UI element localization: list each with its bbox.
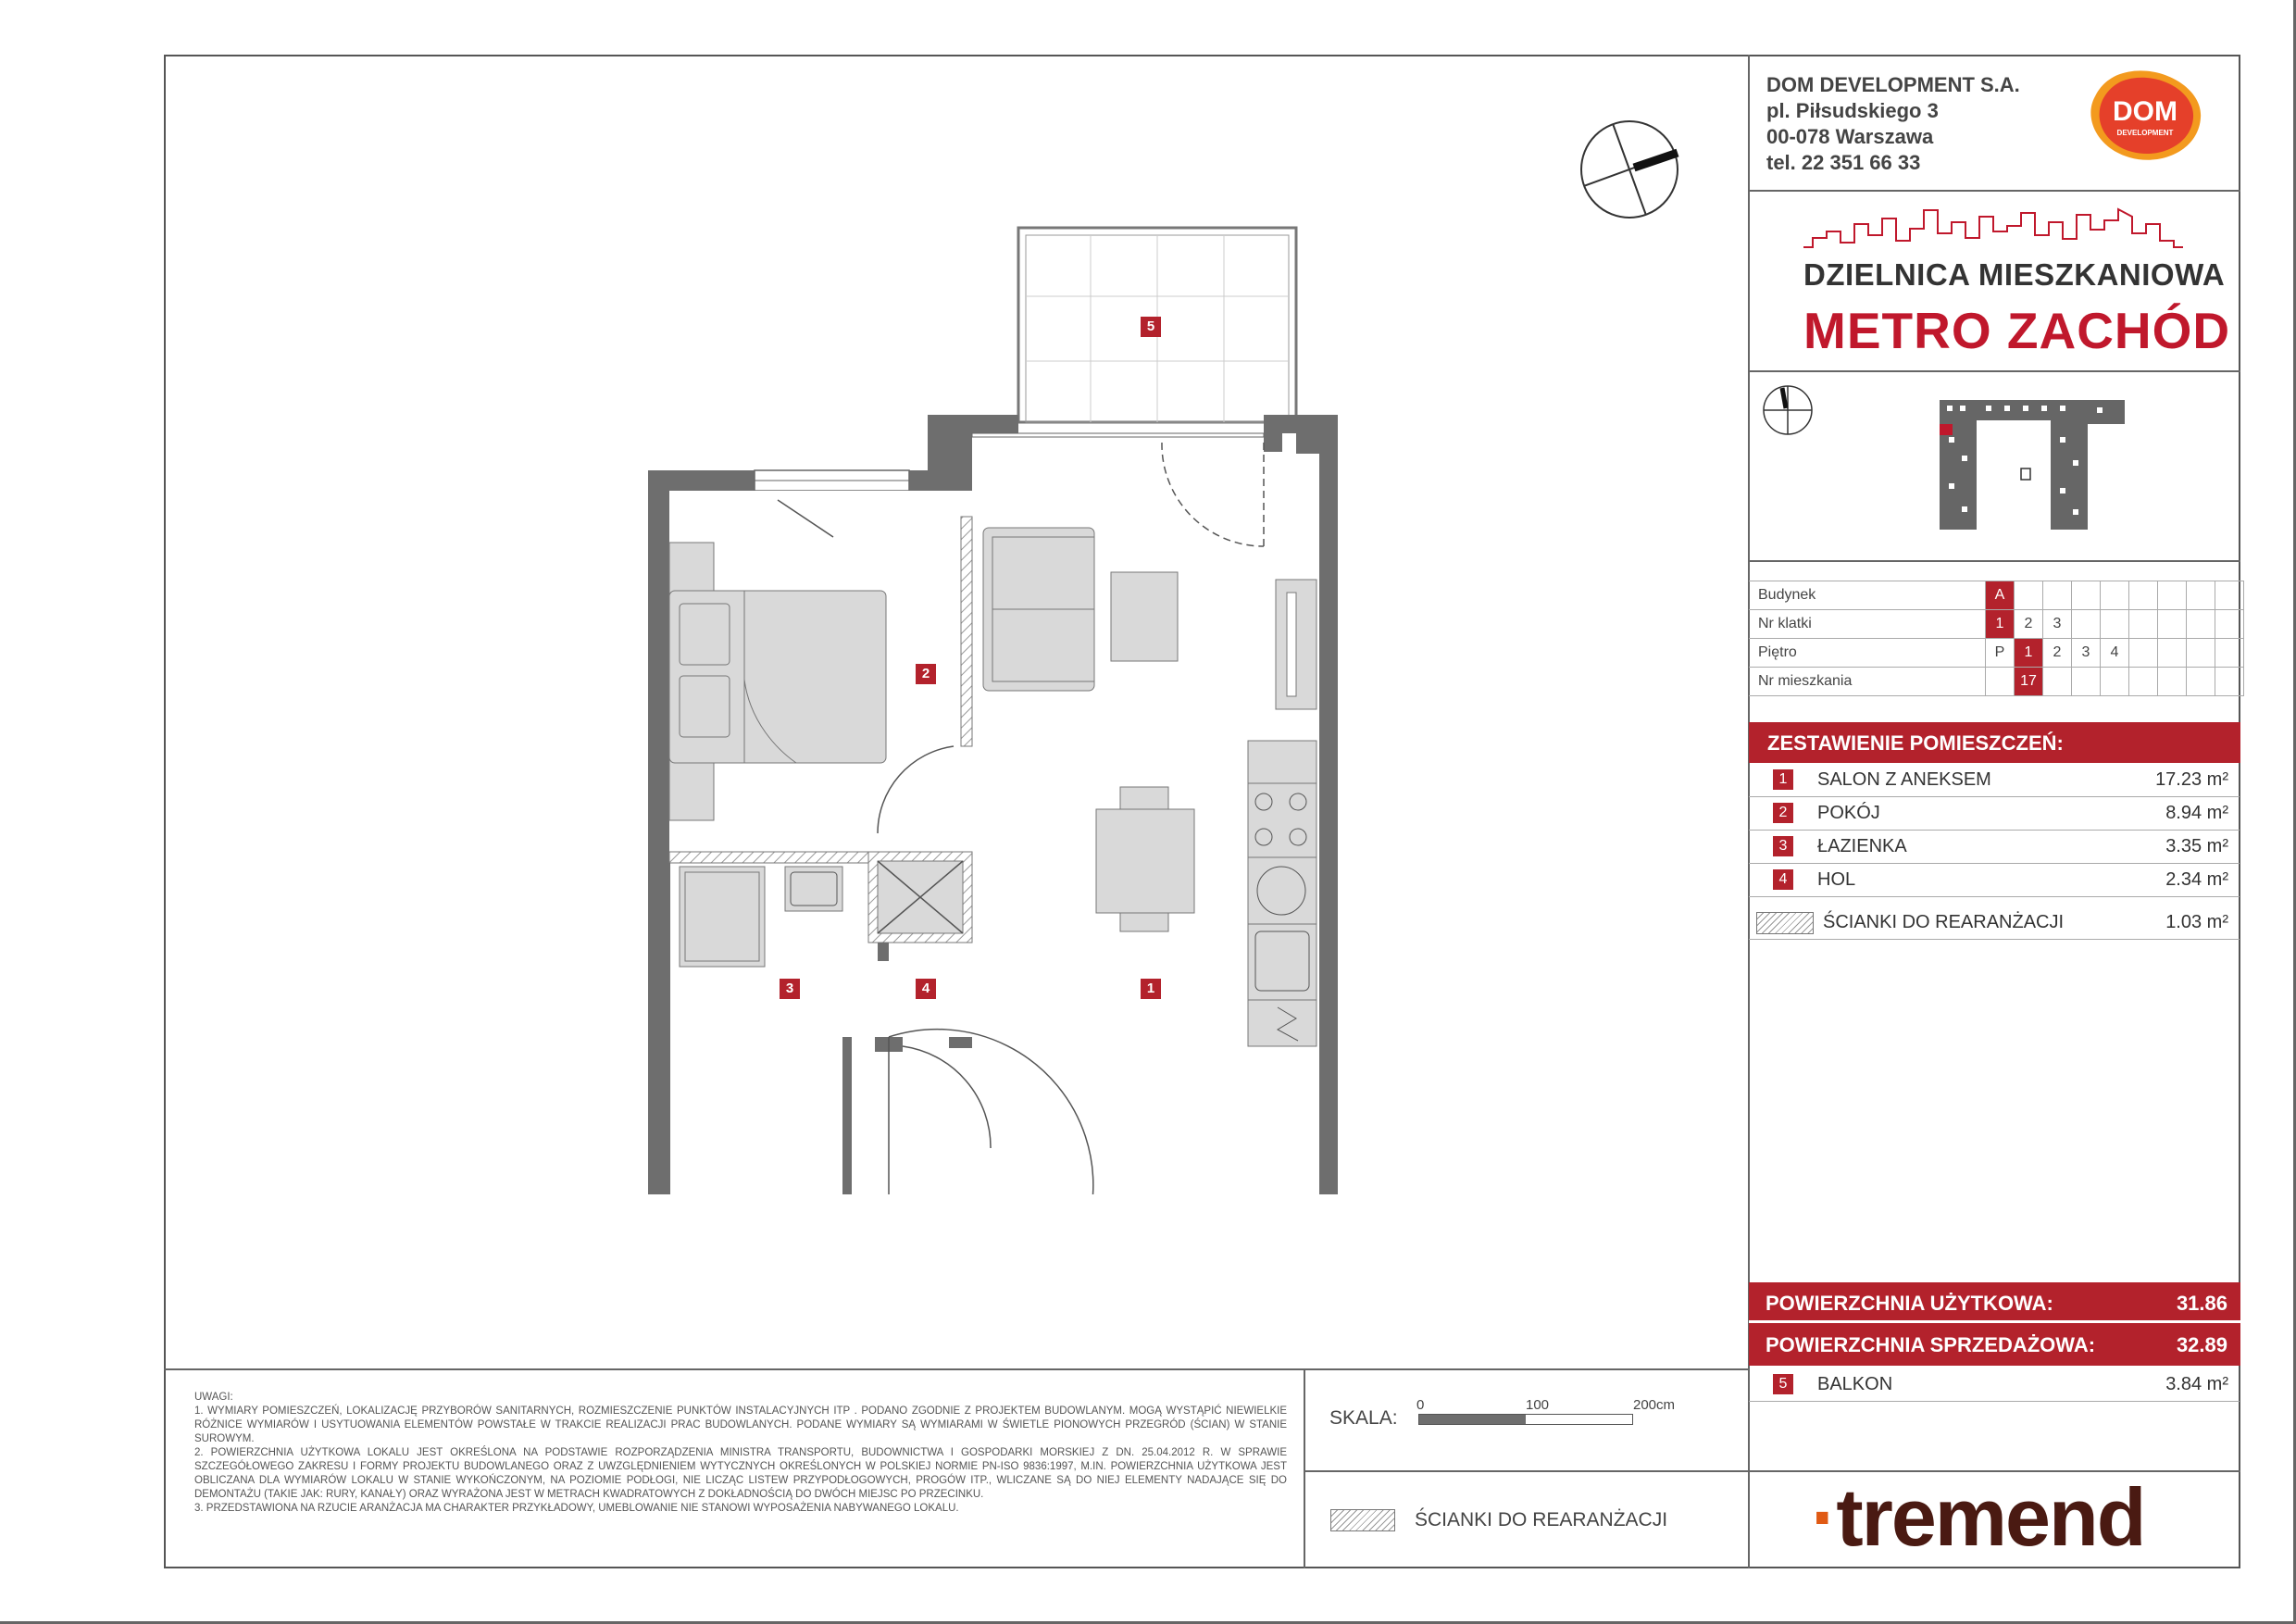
sofa — [983, 528, 1094, 691]
info-cell — [2072, 610, 2101, 639]
scale-tick-100: 100 — [1526, 1397, 1550, 1413]
company-phone: tel. 22 351 66 33 — [1766, 151, 1921, 174]
note-3: 3. PRZEDSTAWIONA NA RZUCIE ARANŻACJA MA CHARAKTER PRZYKŁADOWY, UMEBLOWANIE NIE STANOWI WYPOSAŻENIA NABYWANEGO LOKALU. — [194, 1503, 959, 1514]
room-area: 8.94 m² — [2165, 803, 2228, 823]
contractor-logo — [1811, 1470, 2145, 1565]
room-area: 2.34 m² — [2165, 869, 2228, 890]
plan-marker-4: 4 — [916, 979, 936, 999]
sale-area-bar — [1749, 1323, 2240, 1366]
info-cell — [2158, 668, 2187, 696]
info-cell — [2072, 581, 2101, 610]
notes — [194, 1391, 1287, 1516]
building-info-table — [1749, 581, 2244, 696]
room-num: 2 — [1773, 803, 1793, 823]
keyplan-map — [1940, 400, 2143, 530]
sidebar-sep — [1748, 560, 2240, 562]
room-area: 17.23 m² — [2155, 769, 2228, 790]
info-cell — [2215, 668, 2244, 696]
plan-marker-1: 1 — [1141, 979, 1161, 999]
info-cell — [1986, 668, 2015, 696]
sidebar-sep — [1748, 370, 2240, 372]
info-cell — [2215, 610, 2244, 639]
rooms-header-text: ZESTAWIENIE POMIESZCZEŃ: — [1767, 731, 2064, 755]
room-row — [1749, 763, 2240, 797]
info-cell: 3 — [2072, 639, 2101, 668]
note-2: 2. POWIERZCHNIA UŻYTKOWA LOKALU JEST OKREŚLONA NA PODSTAWIE ROZPORZĄDZENIA MINISTRA TRANSPORTU, BUDOWNICTWA I GOSPODARKI MORSKIEJ Z DN. 25.04.2012 R. W SPRAWIE SZCZEGÓŁOWEGO ZAKRESU I FORMY PROJEKTU BUDOWLANEGO ORAZ Z UWZGLĘDNIENIEM WYTYCZNYCH OKREŚLONYCH W POLSKIEJ NORMIE PN-ISO 9836:1997, M.IN. POWIERZCHNIA UŻYTKOWA JEST OBLICZANA DLA WYMIARÓW LOKALU W STANIE WYKOŃCZONYM, NA POZIOMIE PODŁOGI, NIE LICZĄC LISTEW PRZYPODŁOGOWYCH, PROGÓW ITP., WLICZANE SĄ DO NIEJ ELEMENTY NADAJĄCE SIĘ DO DEMONTAŻU (TAKIE JAK: RURY, KANAŁY) ORAZ WYRAŻONA JEST W METRACH KWADRATOWYCH Z DOKŁADNOŚCIĄ DO DWÓCH MIEJSC PO PRZECINKU. — [194, 1447, 1287, 1500]
project-line2: METRO ZACHÓD — [1803, 302, 2231, 359]
info-cell — [2187, 581, 2215, 610]
info-cell — [2043, 668, 2072, 696]
keyplan-compass-icon — [1762, 384, 1814, 436]
sale-area-value: 32.89 — [2176, 1333, 2227, 1356]
info-cell — [2101, 610, 2129, 639]
coffee-table — [1111, 572, 1178, 661]
info-cell — [2158, 610, 2187, 639]
room-num: 4 — [1773, 869, 1793, 890]
skyline-icon — [1803, 206, 2183, 252]
notes-divider — [164, 1368, 1749, 1370]
company-street: pl. Piłsudskiego 3 — [1766, 99, 1939, 122]
dom-logo — [2088, 67, 2208, 164]
logo-text-sub: DEVELOPMENT — [2116, 129, 2174, 137]
legend-swatch — [1330, 1509, 1395, 1531]
info-cell — [2129, 581, 2158, 610]
balcony-area: 3.84 m² — [2165, 1374, 2228, 1394]
info-cell: 1 — [1986, 610, 2015, 639]
room-name: HOL — [1817, 869, 1856, 890]
kitchen-counter — [1248, 741, 1316, 1046]
company-address — [1766, 72, 2020, 176]
info-cell — [2215, 639, 2244, 668]
logo-text-main: DOM — [2113, 96, 2177, 127]
contractor-mark: · — [1811, 1471, 1837, 1563]
plan-marker-3: 3 — [780, 979, 800, 999]
balcony-row — [1749, 1368, 2240, 1402]
company-name: DOM DEVELOPMENT S.A. — [1766, 73, 2020, 96]
info-row-label: Nr klatki — [1749, 610, 1986, 639]
info-cell — [2101, 668, 2129, 696]
partitions-row — [1749, 906, 2240, 940]
info-cell: 1 — [2015, 639, 2043, 668]
info-row-label: Piętro — [1749, 639, 1986, 668]
room-row — [1749, 830, 2240, 864]
room-name: SALON Z ANEKSEM — [1817, 769, 1991, 790]
info-cell — [2215, 581, 2244, 610]
legend-label: ŚCIANKI DO REARANŻACJI — [1415, 1509, 1668, 1530]
info-cell — [2101, 581, 2129, 610]
info-cell: 3 — [2043, 610, 2072, 639]
info-cell — [2158, 581, 2187, 610]
info-cell: 17 — [2015, 668, 2043, 696]
info-cell — [2015, 581, 2043, 610]
info-row — [1749, 581, 2244, 610]
info-cell — [2129, 668, 2158, 696]
plan-marker-5: 5 — [1141, 317, 1161, 337]
rooms-header — [1749, 722, 2240, 763]
usable-area-label: POWIERZCHNIA UŻYTKOWA: — [1766, 1292, 2053, 1315]
sidebar-sep — [1748, 190, 2240, 192]
info-cell: 2 — [2015, 610, 2043, 639]
info-row — [1749, 668, 2244, 696]
partitions-name: ŚCIANKI DO REARANŻACJI — [1823, 912, 2065, 932]
info-cell: 4 — [2101, 639, 2129, 668]
project-line1: DZIELNICA MIESZKANIOWA — [1803, 257, 2226, 292]
room-name: ŁAZIENKA — [1817, 836, 1907, 856]
scale-bar — [1418, 1414, 1633, 1425]
info-cell — [2158, 639, 2187, 668]
room-area: 3.35 m² — [2165, 836, 2228, 856]
info-cell — [2187, 610, 2215, 639]
room-row — [1749, 796, 2240, 831]
scale-divider — [1304, 1368, 1305, 1568]
company-city: 00-078 Warszawa — [1766, 125, 1934, 148]
scale-label: SKALA: — [1329, 1407, 1398, 1429]
floor-plan — [639, 222, 1342, 1194]
info-cell — [2129, 639, 2158, 668]
info-cell — [2129, 610, 2158, 639]
notes-title: UWAGI: — [194, 1392, 233, 1403]
balcony-num: 5 — [1773, 1374, 1793, 1394]
usable-area-value: 31.86 — [2176, 1292, 2227, 1315]
compass-icon — [1578, 119, 1680, 220]
info-cell — [2187, 668, 2215, 696]
plan-marker-2: 2 — [916, 664, 936, 684]
info-cell: P — [1986, 639, 2015, 668]
info-row — [1749, 610, 2244, 639]
info-row-label: Budynek — [1749, 581, 1986, 610]
room-row — [1749, 863, 2240, 897]
info-cell: A — [1986, 581, 2015, 610]
partitions-swatch — [1756, 912, 1814, 934]
note-1: 1. WYMIARY POMIESZCZEŃ, LOKALIZACJĘ PRZYBORÓW SANITARNYCH, ROZMIESZCZENIE PUNKTÓW INSTALACYJNYCH ITP . PODANO ZGODNIE Z PROJEKTEM BUDOWLANYM. MOGĄ WYSTĄPIĆ NIEWIELKIE RÓŻNICE WYMIARÓW I USYTUOWANIA ELEMENTÓW POWSTAŁE W TRAKCIE REALIZACJI PRAC BUDOWLANYCH. PODANE WYMIARY SĄ WYMIARAMI W ŚWIETLE PIONOWYCH PRZEGRÓD (ŚCIAN) W STANIE SUROWYM. — [194, 1405, 1287, 1444]
balcony-name: BALKON — [1817, 1374, 1893, 1394]
info-cell — [2187, 639, 2215, 668]
info-cell: 2 — [2043, 639, 2072, 668]
room-num: 1 — [1773, 769, 1793, 790]
info-cell — [2072, 668, 2101, 696]
room-num: 3 — [1773, 836, 1793, 856]
sale-area-label: POWIERZCHNIA SPRZEDAŻOWA: — [1766, 1333, 2096, 1356]
contractor-name: tremend — [1836, 1471, 2145, 1563]
info-row — [1749, 639, 2244, 668]
scale-tick-0: 0 — [1416, 1397, 1425, 1413]
usable-area-bar — [1749, 1282, 2240, 1323]
info-row-label: Nr mieszkania — [1749, 668, 1986, 696]
scale-bar-fill — [1419, 1415, 1526, 1424]
scale-tick-200: 200cm — [1633, 1397, 1676, 1413]
room-name: POKÓJ — [1817, 803, 1880, 823]
partitions-area: 1.03 m² — [2165, 912, 2228, 932]
info-cell — [2043, 581, 2072, 610]
